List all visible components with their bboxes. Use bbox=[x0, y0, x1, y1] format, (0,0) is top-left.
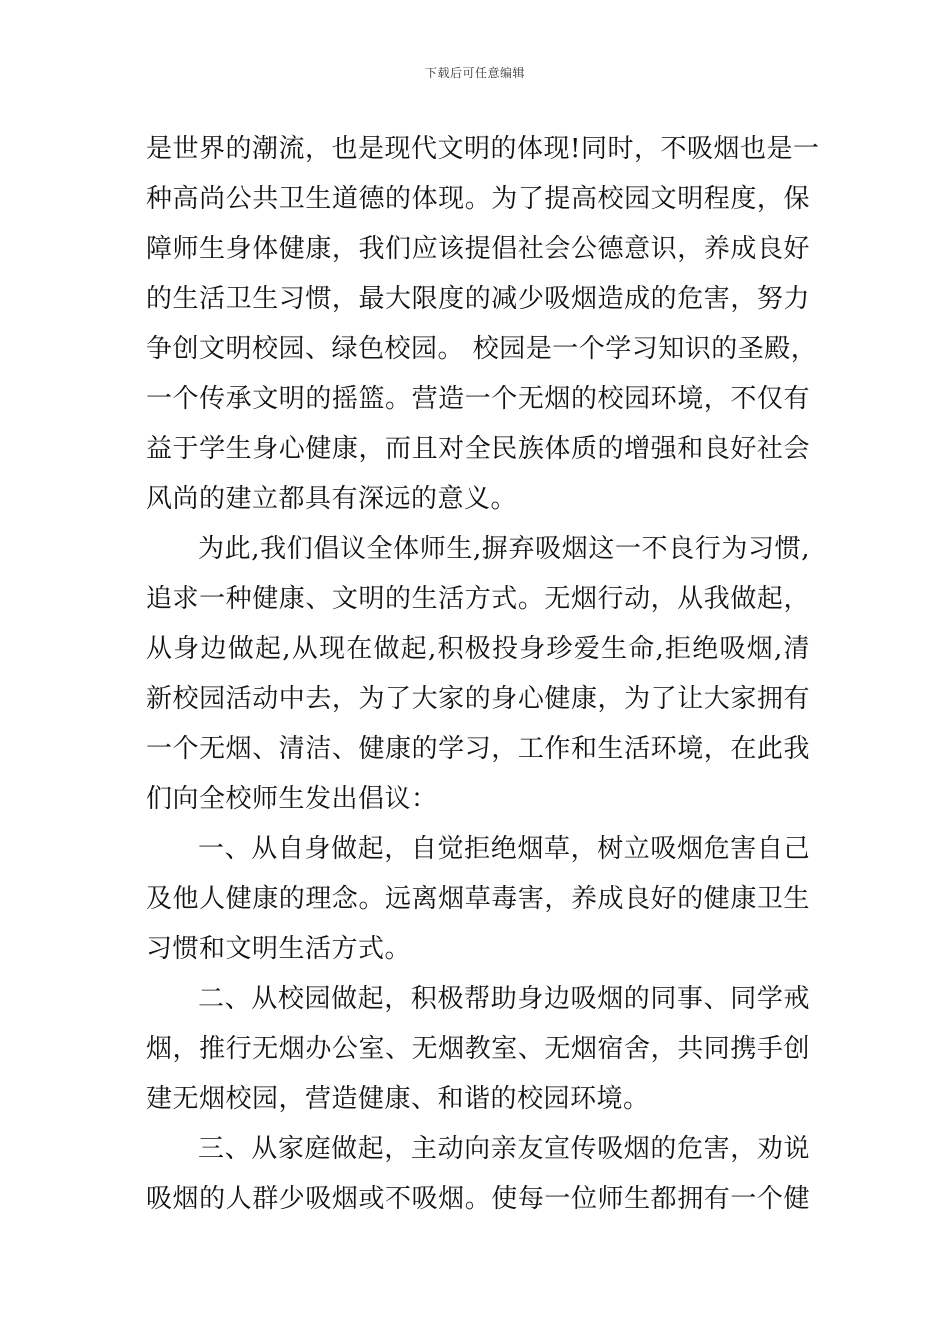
paragraph-4 bbox=[146, 974, 810, 1124]
text-line: 建无烟校园，营造健康、和谐的校园环境。 bbox=[146, 1084, 650, 1114]
text-line: 二、从校园做起，积极帮助身边吸烟的同事、同学戒 bbox=[198, 984, 810, 1014]
text-line: 及他人健康的理念。远离烟草毒害，养成良好的健康卫生 bbox=[146, 884, 810, 914]
document-body bbox=[146, 124, 820, 1224]
text-line: 争创文明校园、绿色校园。 校园是一个学习知识的圣殿， bbox=[146, 334, 818, 364]
paragraph-1 bbox=[146, 124, 820, 524]
text-line: 为此,我们倡议全体师生,摒弃吸烟这一不良行为习惯, bbox=[198, 534, 810, 564]
text-line: 三、从家庭做起，主动向亲友宣传吸烟的危害，劝说 bbox=[198, 1134, 810, 1164]
text-line: 烟，推行无烟办公室、无烟教室、无烟宿舍，共同携手创 bbox=[146, 1034, 810, 1064]
paragraph-2 bbox=[146, 524, 810, 824]
text-line: 种高尚公共卫生道德的体现。为了提高校园文明程度，保 bbox=[146, 184, 810, 214]
text-line: 一、从自身做起，自觉拒绝烟草，树立吸烟危害自己 bbox=[198, 834, 810, 864]
paragraph-5 bbox=[146, 1124, 810, 1224]
text-line: 习惯和文明生活方式。 bbox=[146, 934, 412, 964]
text-line: 新校园活动中去，为了大家的身心健康，为了让大家拥有 bbox=[146, 684, 810, 714]
text-line: 风尚的建立都具有深远的意义。 bbox=[146, 484, 518, 514]
text-line: 一个无烟、清洁、健康的学习，工作和生活环境，在此我 bbox=[146, 734, 810, 764]
text-line: 追求一种健康、文明的生活方式。无烟行动，从我做起， bbox=[146, 584, 810, 614]
text-line: 吸烟的人群少吸烟或不吸烟。使每一位师生都拥有一个健 bbox=[146, 1184, 810, 1214]
text-line: 们向全校师生发出倡议： bbox=[146, 784, 438, 814]
text-line: 的生活卫生习惯，最大限度的减少吸烟造成的危害，努力 bbox=[146, 284, 810, 314]
text-line: 障师生身体健康，我们应该提倡社会公德意识，养成良好 bbox=[146, 234, 810, 264]
page-header: 下载后可任意编辑 bbox=[424, 66, 525, 80]
text-line: 益于学生身心健康，而且对全民族体质的增强和良好社会 bbox=[146, 434, 810, 464]
text-line: 一个传承文明的摇篮。营造一个无烟的校园环境，不仅有 bbox=[146, 384, 810, 414]
text-line: 是世界的潮流，也是现代文明的体现!同时，不吸烟也是一 bbox=[146, 134, 820, 164]
text-line: 从身边做起,从现在做起,积极投身珍爱生命,拒绝吸烟,清 bbox=[146, 634, 810, 664]
paragraph-3 bbox=[146, 824, 810, 974]
